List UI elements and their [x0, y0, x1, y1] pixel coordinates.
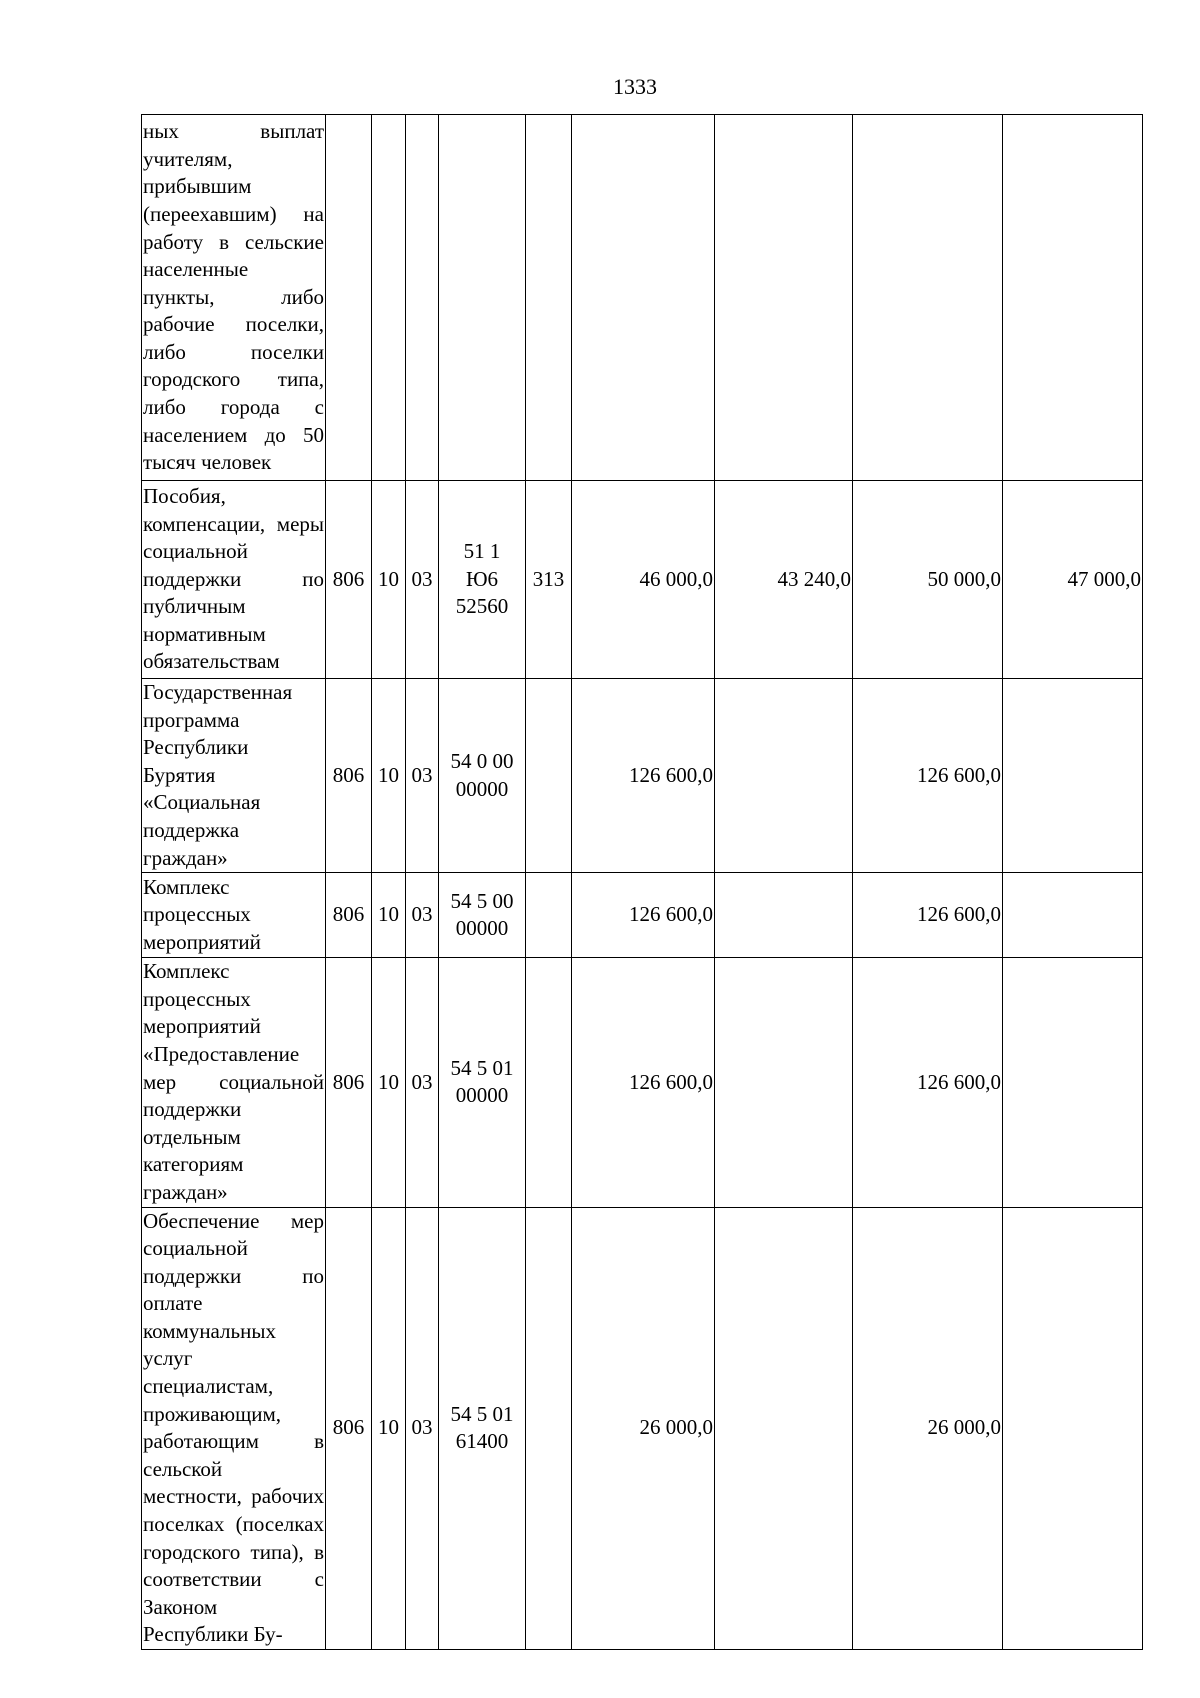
rz-cell — [372, 115, 406, 481]
pr-cell: 03 — [406, 1207, 439, 1650]
pr-cell: 03 — [406, 679, 439, 873]
grbs-cell: 806 — [326, 958, 372, 1207]
value-2-cell — [715, 873, 853, 958]
value-3-cell: 126 600,0 — [853, 958, 1003, 1207]
value-3-cell — [853, 115, 1003, 481]
row-name-text: Комплекс процессных мероприятий — [143, 874, 261, 954]
pr-cell: 03 — [406, 481, 439, 679]
value-1-cell: 46 000,0 — [572, 481, 715, 679]
rz-cell: 10 — [372, 958, 406, 1207]
row-name-cell — [142, 115, 326, 481]
row-name-cell — [142, 873, 326, 958]
csr-cell — [439, 115, 526, 481]
budget-table — [141, 114, 1143, 1650]
row-name-cell — [142, 1207, 326, 1650]
table-row — [142, 1207, 1143, 1650]
vr-cell — [526, 679, 572, 873]
table-row — [142, 679, 1143, 873]
vr-cell: 313 — [526, 481, 572, 679]
rz-cell: 10 — [372, 873, 406, 958]
row-name-text: ных выплат учителям, прибывшим (переехавшим) на работу в сельские населенные пункты, либо рабочие поселки, либо поселки городского типа, либо города с населением до 50 тысяч человек — [143, 119, 324, 475]
value-4-cell — [1003, 873, 1143, 958]
row-name-cell — [142, 679, 326, 873]
pr-cell: 03 — [406, 958, 439, 1207]
value-3-cell: 50 000,0 — [853, 481, 1003, 679]
value-3-cell: 126 600,0 — [853, 679, 1003, 873]
value-2-cell — [715, 679, 853, 873]
value-1-cell: 26 000,0 — [572, 1207, 715, 1650]
rz-cell: 10 — [372, 679, 406, 873]
vr-cell — [526, 958, 572, 1207]
value-2-cell: 43 240,0 — [715, 481, 853, 679]
value-4-cell — [1003, 679, 1143, 873]
value-4-cell: 47 000,0 — [1003, 481, 1143, 679]
csr-cell: 54 5 01 00000 — [439, 958, 526, 1207]
grbs-cell: 806 — [326, 679, 372, 873]
value-4-cell — [1003, 1207, 1143, 1650]
value-2-cell — [715, 958, 853, 1207]
value-1-cell: 126 600,0 — [572, 873, 715, 958]
row-name-text: Комплекс процессных мероприятий «Предоставление мер социальной поддержки отдельным категориям граждан» — [143, 959, 324, 1204]
csr-cell: 54 5 01 61400 — [439, 1207, 526, 1650]
value-3-cell: 26 000,0 — [853, 1207, 1003, 1650]
value-3-cell: 126 600,0 — [853, 873, 1003, 958]
csr-cell: 54 5 00 00000 — [439, 873, 526, 958]
rz-cell: 10 — [372, 1207, 406, 1650]
vr-cell — [526, 873, 572, 958]
row-name-cell — [142, 481, 326, 679]
table-row — [142, 873, 1143, 958]
row-name-cell — [142, 958, 326, 1207]
value-1-cell: 126 600,0 — [572, 679, 715, 873]
table-row — [142, 115, 1143, 481]
grbs-cell: 806 — [326, 481, 372, 679]
csr-cell: 54 0 00 00000 — [439, 679, 526, 873]
pr-cell: 03 — [406, 873, 439, 958]
row-name-text: Обеспечение мер социальной поддержки по оплате коммунальных услуг специалистам, проживающим, работающим в сельской местности, рабочих поселках (поселках городского типа), в соответствии с Законом Республики Бу- — [143, 1208, 324, 1647]
grbs-cell: 806 — [326, 873, 372, 958]
value-2-cell — [715, 115, 853, 481]
grbs-cell: 806 — [326, 1207, 372, 1650]
grbs-cell — [326, 115, 372, 481]
value-2-cell — [715, 1207, 853, 1650]
page-number: 1333 — [613, 74, 657, 99]
vr-cell — [526, 115, 572, 481]
vr-cell — [526, 1207, 572, 1650]
row-name-text: Государственная программа Республики Бурятия «Социальная поддержка граждан» — [143, 680, 293, 870]
value-1-cell — [572, 115, 715, 481]
value-4-cell — [1003, 115, 1143, 481]
csr-cell: 51 1 Ю6 52560 — [439, 481, 526, 679]
value-4-cell — [1003, 958, 1143, 1207]
pr-cell — [406, 115, 439, 481]
table-row — [142, 481, 1143, 679]
value-1-cell: 126 600,0 — [572, 958, 715, 1207]
rz-cell: 10 — [372, 481, 406, 679]
row-name-text: Пособия, компенсации, меры социальной поддержки по публичным нормативным обязательствам — [143, 483, 324, 674]
table-row — [142, 958, 1143, 1207]
